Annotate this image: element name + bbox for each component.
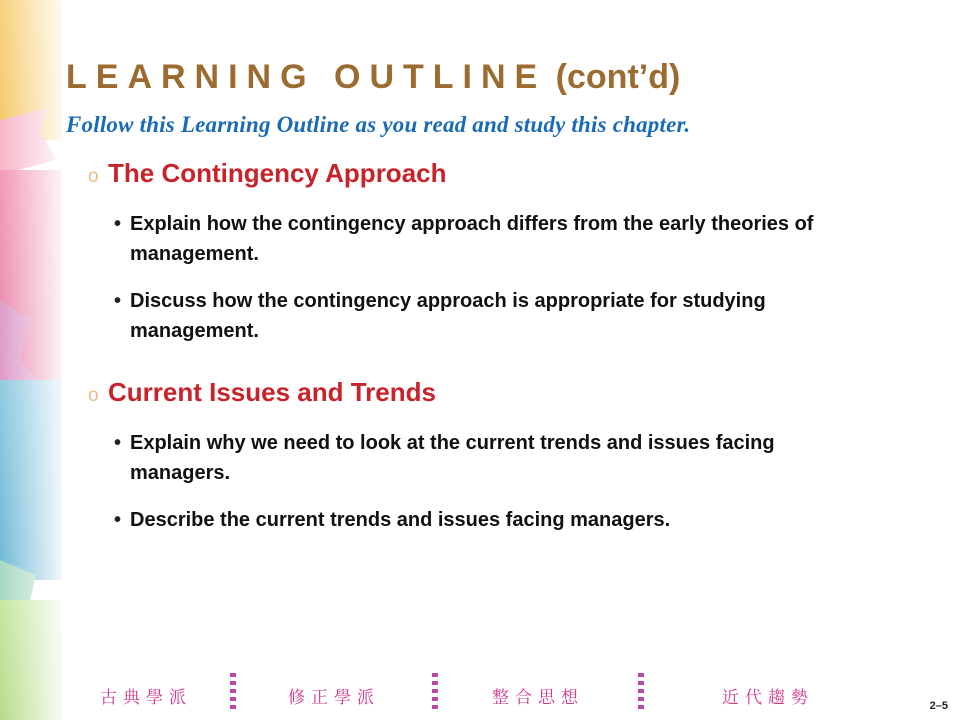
bullet-item (114, 209, 875, 269)
footer-link-modern-trends[interactable]: 近代趨勢 (722, 688, 814, 708)
section-title: Current Issues and Trends (108, 377, 436, 407)
section-heading (88, 377, 888, 408)
page-number: 2–5 (929, 700, 948, 712)
footer-link-revised-school[interactable]: 修正學派 (288, 688, 380, 708)
bullet-item (114, 505, 875, 535)
bullet-item (114, 428, 875, 488)
section-marker: o (88, 385, 99, 406)
bullet-text: Discuss how the contingency approach is appropriate for studying management. (130, 290, 766, 342)
section-heading (88, 158, 888, 189)
footer-divider (638, 673, 644, 713)
footer-link-classical-school[interactable]: 古典學派 (100, 688, 192, 708)
slide-subtitle: Follow this Learning Outline as you read and study this chapter. (66, 112, 691, 137)
section-contingency-approach (88, 158, 888, 346)
bullet-dot: • (114, 509, 122, 531)
bullet-dot: • (114, 290, 122, 312)
slide-title-main: LEARNING OUTLINE (66, 58, 547, 96)
section-title: The Contingency Approach (108, 158, 447, 188)
slide-title-suffix: (cont’d) (555, 58, 681, 96)
bullet-text: Describe the current trends and issues facing managers. (130, 509, 671, 531)
bullet-dot: • (114, 432, 122, 454)
footer-link-integrated-thought[interactable]: 整合思想 (492, 688, 584, 708)
bullet-item (114, 286, 875, 346)
section-marker: o (88, 166, 99, 187)
bullet-dot: • (114, 213, 122, 235)
section-current-issues-and-trends (88, 377, 888, 535)
bullet-list (88, 428, 888, 535)
bullet-text: Explain why we need to look at the current trends and issues facing managers. (130, 432, 775, 484)
slide-title (66, 58, 680, 97)
footer-nav (60, 673, 840, 713)
bullet-text: Explain how the contingency approach differs from the early theories of management. (130, 213, 814, 265)
bullet-list (88, 209, 888, 346)
decorative-side-art (0, 0, 62, 720)
footer-divider (432, 673, 438, 713)
footer-divider (230, 673, 236, 713)
